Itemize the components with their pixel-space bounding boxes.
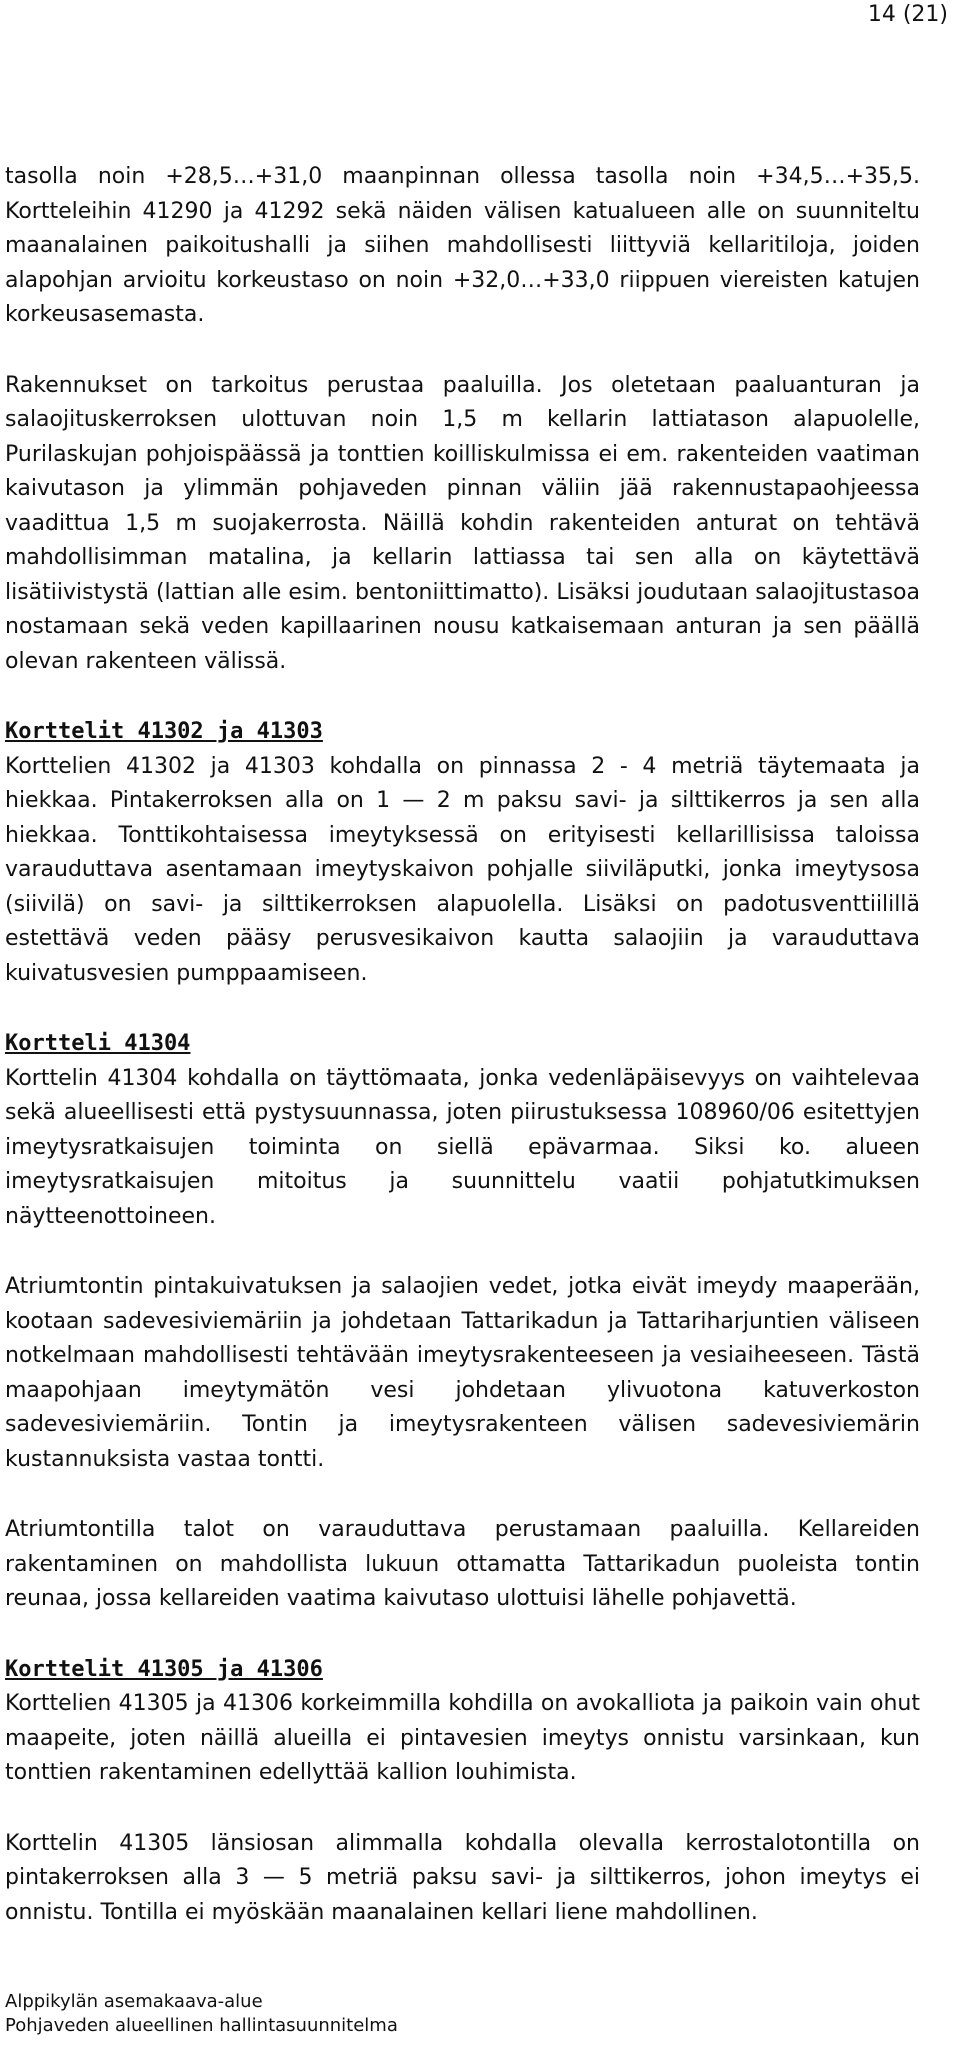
footer-subtitle: Pohjaveden alueellinen hallintasuunnitelma <box>5 2015 398 2036</box>
paragraph-atrium-drainage: Atriumtontin pintakuivatuksen ja salaojien vedet, jotka eivät imeydy maaperään, kootaan sadevesiviemäriin ja johdetaan Tattarikadun ja Tattariharjuntien väliseen notkelmaan mahdollisesti tehtävään imeytysrakenteeseen ja vesiaiheeseen. Tästä maapohjaan imeytymätön vesi johdetaan ylivuotona katuverkoston sadevesiviemäriin. Tontin ja imeytysrakenteen välisen sadevesiviemärin kustannuksista vastaa tontti. <box>5 1274 920 1472</box>
paragraph-atrium-foundations: Atriumtontilla talot on varauduttava perustamaan paaluilla. Kellareiden rakentaminen on mahdollista lukuun ottamatta Tattarikadun puoleista tontin reunaa, jossa kellareiden vaatima kaivutaso ulottuisi lähelle pohjavettä. <box>5 1517 920 1611</box>
paragraph-41305-west: Korttelin 41305 länsiosan alimmalla kohdalla olevalla kerrostalotontilla on pintakerroksen alla 3 — 5 metriä paksu savi- ja silttikerros, johon imeytys ei onnistu. Tontilla ei myöskään maanalainen kellari liene mahdollinen. <box>5 1830 920 1925</box>
paragraph-foundations: Rakennukset on tarkoitus perustaa paaluilla. Jos oletetaan paaluanturan ja salaojituskerroksen ulottuvan noin 1,5 m kellarin lattiatason alapuolelle, Purilaskujan pohjoispäässä ja tonttien koilliskulmissa ei em. rakenteiden vaatiman kaivutason ja ylimmän pohjaveden pinnan väliin jää rakennustapaohjeessa vaadittua 1,5 m suojakerrosta. Näillä kohdin rakenteiden anturat on tehtävä mahdollisimman matalina, ja kellarin lattiassa tai sen alla on käytettävä lisätiivistystä (lattian alle esim. bentoniittimatto). Lisäksi joudutaan salaojitustasoa nostamaan sekä veden kapillaarinen nousu katkaisemaan anturan ja sen päällä olevan rakenteen välissä. <box>5 372 920 674</box>
paragraph-41305-41306: Korttelien 41305 ja 41306 korkeimmilla kohdilla on avokalliota ja paikoin vain ohut maapeite, joten näillä alueilla ei pintavesien imeytys onnistu varsinkaan, kun tonttien rakentaminen edellyttää kallion louhimista. <box>5 1691 920 1785</box>
heading-korttelit-41302-41303: Korttelit 41302 ja 41303 <box>5 719 323 744</box>
paragraph-41304: Korttelin 41304 kohdalla on täyttömaata, jonka vedenläpäisevyys on vaihtelevaa sekä alueellisesti että pystysuunnassa, joten piirustuksessa 108960/06 esitettyjen imeytysratkaisujen toiminta on siellä epävarmaa. Siksi ko. alueen imeytysratkaisujen mitoitus ja suunnittelu vaatii pohjatutkimuksen näytteenottoineen. <box>5 1065 920 1229</box>
footer-title: Alppikylän asemakaava-alue <box>5 1991 263 2012</box>
heading-kortteli-41304: Kortteli 41304 <box>5 1031 191 1056</box>
heading-korttelit-41305-41306: Korttelit 41305 ja 41306 <box>5 1656 323 1682</box>
document-body <box>5 160 920 1930</box>
paragraph-intro: tasolla noin +28,5…+31,0 maanpinnan ollessa tasolla noin +34,5…+35,5. Kortteleihin 41290 ja 41292 sekä näiden välisen katualueen alle on suunniteltu maanalainen paikoitushalli ja siihen mahdollisesti liittyviä kellaritiloja, joiden alapohjan arvioitu korkeustaso on noin +32,0…+33,0 riippuen viereisten katujen korkeusasemasta. <box>5 164 920 327</box>
page-footer <box>5 1990 398 2038</box>
page-number: 14 (21) <box>867 2 948 27</box>
paragraph-41302-41303: Korttelien 41302 ja 41303 kohdalla on pinnassa 2 - 4 metriä täytemaata ja hiekkaa. Pintakerroksen alla on 1 — 2 m paksu savi- ja silttikerros ja sen alla hiekkaa. Tonttikohtaisessa imeytyksessä on erityisesti kellarillisissa taloissa varauduttava asentamaan imeytyskaivon pohjalle siiviläputki, jonka imeytysosa (siivilä) on savi- ja silttikerroksen alapuolella. Lisäksi on padotusventtiilillä estettävä veden pääsy perusvesikaivon kautta salaojiin ja varauduttava kuivatusvesien pumppaamiseen. <box>5 753 920 986</box>
